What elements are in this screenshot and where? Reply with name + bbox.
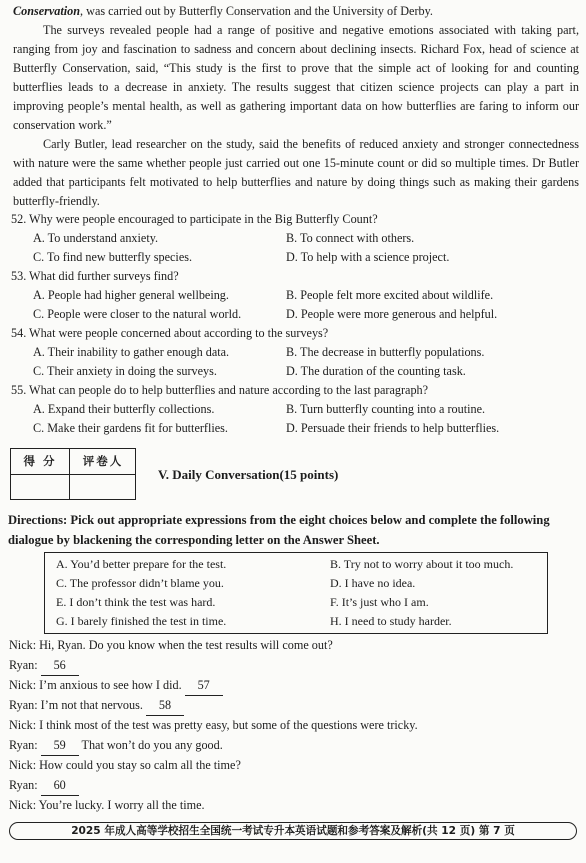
dialogue-line-3 <box>9 676 223 696</box>
score-header: 得 分 <box>23 454 57 468</box>
table-column-divider <box>69 449 70 499</box>
dialogue-line-6-text: That won’t do you any good. <box>81 738 223 752</box>
table-divider <box>11 474 135 475</box>
option-52-b: B. To connect with others. <box>286 231 415 245</box>
choices-box <box>44 552 548 634</box>
option-53-b: B. People felt more excited about wildlife. <box>286 288 494 302</box>
page-footer: 2025 年成人高等学校招生全国统一考试专升本英语试题和参考答案及解析(共 12 页) 第 7 页 <box>9 822 577 840</box>
option-55-b: B. Turn butterfly counting into a routine. <box>286 402 486 416</box>
option-55-c: C. Make their gardens fit for butterflies. <box>33 421 228 435</box>
dialogue-line-4 <box>9 696 184 716</box>
question-54: 54. What were people concerned about according to the surveys? <box>11 326 329 340</box>
choice-g: G. I barely finished the test in time. <box>56 614 227 628</box>
option-54-c: C. Their anxiety in doing the surveys. <box>33 364 217 378</box>
directions: Directions: Pick out appropriate expressions from the eight choices below and complete the following dialogue by blackening the corresponding letter on the Answer Sheet. <box>8 513 550 547</box>
option-55-d: D. Persuade their friends to help butterflies. <box>286 421 500 435</box>
choice-e: E. I don’t think the test was hard. <box>56 595 216 609</box>
blank-56: 56 <box>41 656 79 676</box>
option-54-a: A. Their inability to gather enough data. <box>33 345 230 359</box>
question-55: 55. What can people do to help butterflies and nature according to the last paragraph? <box>11 383 429 397</box>
choice-d: D. I have no idea. <box>330 576 416 590</box>
dialogue-line-5: Nick: I think most of the test was pretty easy, but some of the questions were tricky. <box>9 718 418 732</box>
dialogue-line-7: Nick: How could you stay so calm all the time? <box>9 758 241 772</box>
speaker-ryan: Ryan: <box>9 778 38 792</box>
option-54-d: D. The duration of the counting task. <box>286 364 466 378</box>
option-53-a: A. People had higher general wellbeing. <box>33 288 229 302</box>
question-53: 53. What did further surveys find? <box>11 269 179 283</box>
dialogue-line-8 <box>9 776 79 796</box>
passage-paragraph-3: Carly Butler, lead researcher on the study, said the benefits of reduced anxiety and stronger connectedness with nature were the same whether people just carried out one 15-minute count or did so multiple times. Dr Butler added that participants felt motivated to help butterflies and nature by doing things such as making their gardens butterfly-friendly. <box>13 137 579 208</box>
passage-line-1-rest: , was carried out by Butterfly Conservation and the University of Derby. <box>80 4 433 18</box>
speaker-ryan: Ryan: <box>9 738 38 752</box>
option-53-c: C. People were closer to the natural world. <box>33 307 242 321</box>
speaker-ryan: Ryan: <box>9 658 38 672</box>
dialogue-line-6 <box>9 736 223 756</box>
choice-c: C. The professor didn’t blame you. <box>56 576 224 590</box>
grader-header: 评卷人 <box>82 454 124 468</box>
option-52-d: D. To help with a science project. <box>286 250 450 264</box>
option-52-c: C. To find new butterfly species. <box>33 250 193 264</box>
choice-f: F. It’s just who I am. <box>330 595 429 609</box>
passage-line-1 <box>13 2 433 21</box>
passage-paragraph-2: The surveys revealed people had a range of positive and negative emotions associated with taking part, ranging from joy and fascination to sadness and concern about declining insects. Richard Fox, head of science at Butterfly Conservation, said, “This study is the first to prove that the simple act of looking for and counting butterflies leads to a decrease in anxiety. The results suggest that citizen science projects can play a part in improving people’s mental health, as well as gathering important data on how butterflies are faring to inform our conservation work.” <box>13 23 579 132</box>
section-title: V. Daily Conversation(15 points) <box>158 467 339 482</box>
dialogue-line-4-text: Ryan: I’m not that nervous. <box>9 698 143 712</box>
blank-57: 57 <box>185 676 223 696</box>
blank-60: 60 <box>41 776 79 796</box>
choice-a: A. You’d better prepare for the test. <box>56 557 227 571</box>
dialogue-line-1: Nick: Hi, Ryan. Do you know when the test results will come out? <box>9 638 333 652</box>
score-table <box>10 448 136 500</box>
option-53-d: D. People were more generous and helpful. <box>286 307 498 321</box>
passage-italic-term: Conservation <box>13 4 81 18</box>
option-54-b: B. The decrease in butterfly populations. <box>286 345 485 359</box>
blank-59: 59 <box>41 736 79 756</box>
question-52: 52. Why were people encouraged to participate in the Big Butterfly Count? <box>11 212 378 226</box>
choice-b: B. Try not to worry about it too much. <box>330 557 514 571</box>
choice-h: H. I need to study harder. <box>330 614 452 628</box>
dialogue-line-3-text: Nick: I’m anxious to see how I did. <box>9 678 182 692</box>
option-55-a: A. Expand their butterfly collections. <box>33 402 215 416</box>
dialogue-line-9: Nick: You’re lucky. I worry all the time. <box>9 798 205 812</box>
blank-58: 58 <box>146 696 184 716</box>
option-52-a: A. To understand anxiety. <box>33 231 159 245</box>
dialogue-line-2 <box>9 656 79 676</box>
